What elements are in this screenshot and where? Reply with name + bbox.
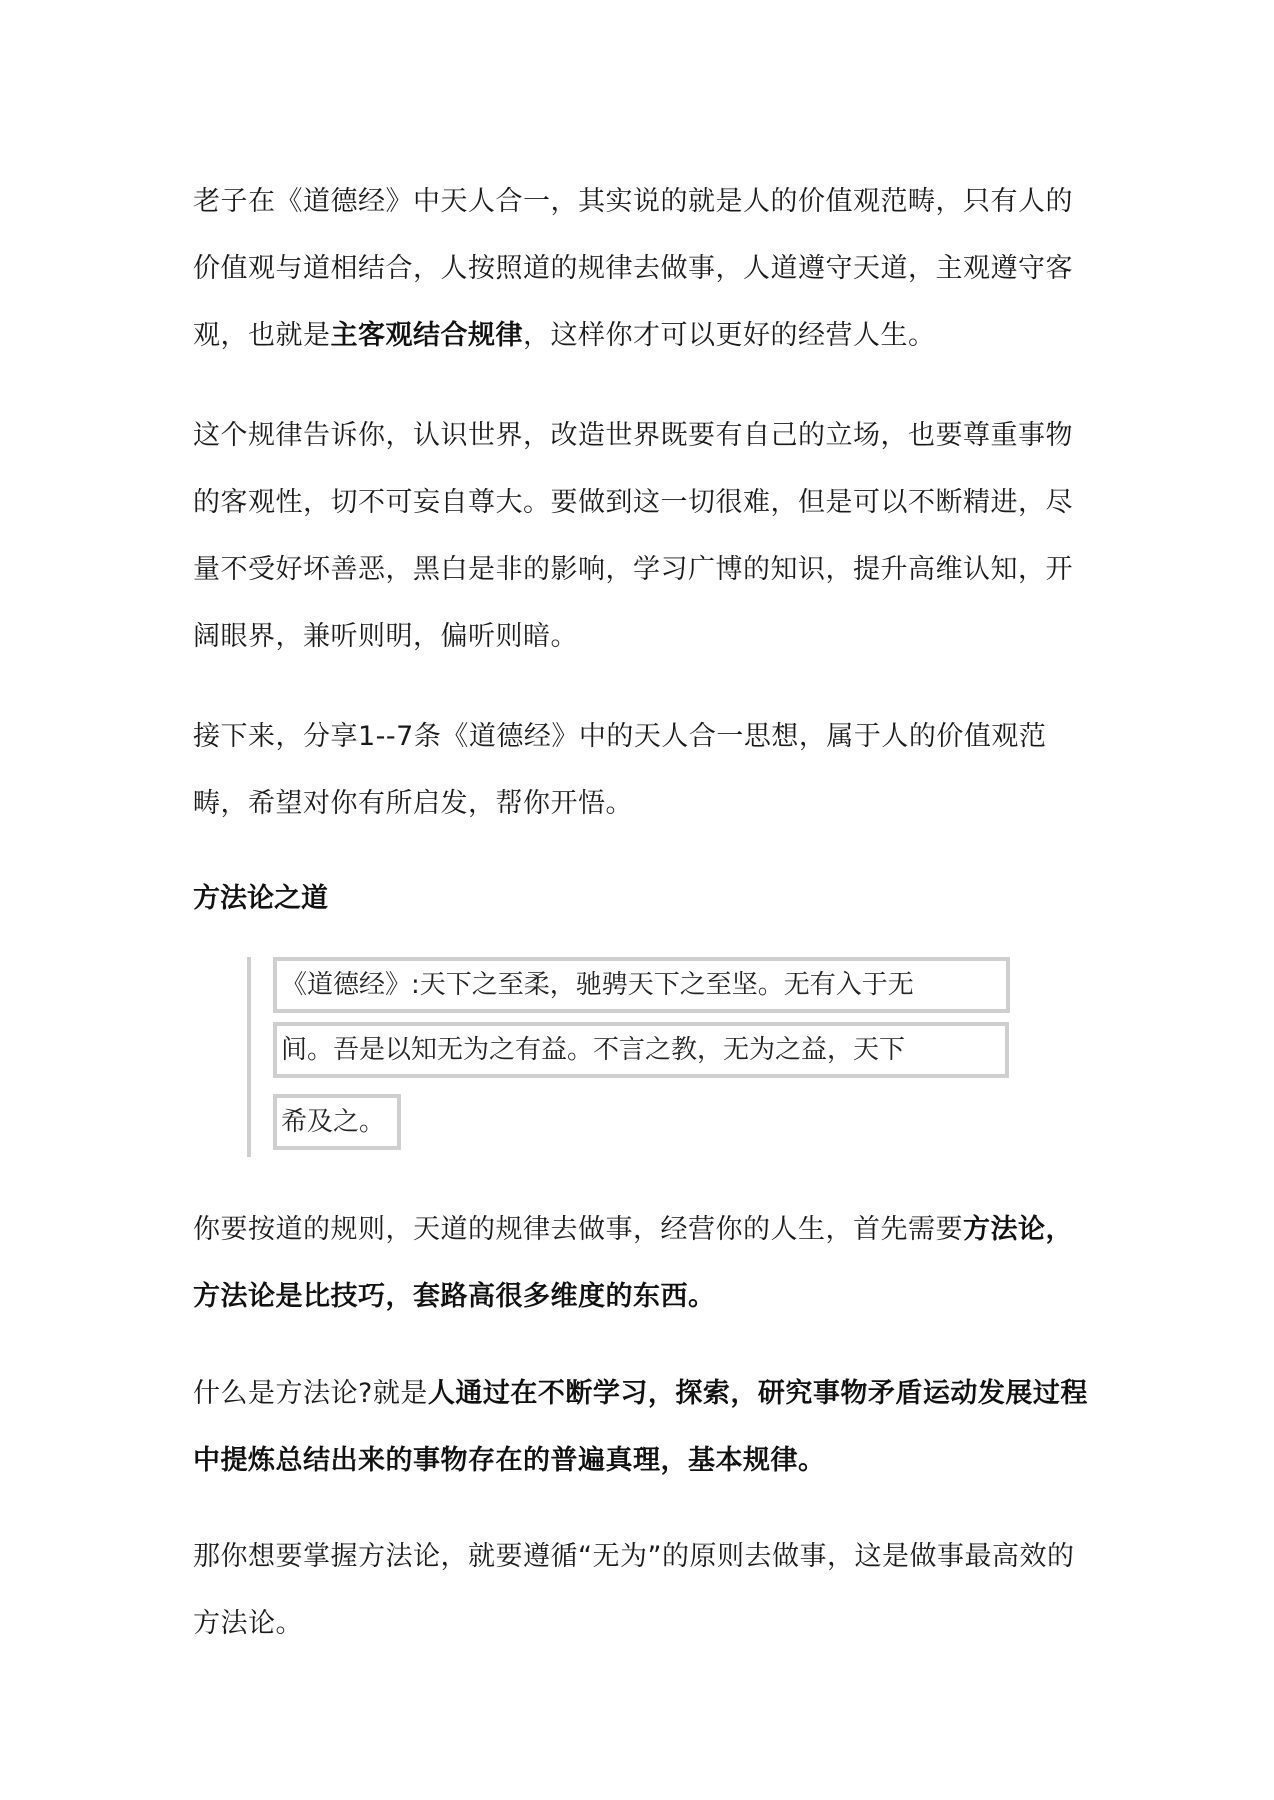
paragraph-wuwei: 那你想要掌握方法论，就要遵循“无为”的原则去做事，这是做事最高效的方法论。 [193, 1541, 1075, 1639]
quote-line-2: 间。吾是以知无为之有益。不言之教，无为之益，天下 [273, 1022, 1009, 1078]
paragraph-text: 老子在《道德经》中天人合一，其实说的就是人的价值观范畴，只有人的价值观与道相结合，人按照道的规律去做事，人道遵守天道，主观遵守客观，也就是 [193, 186, 1073, 351]
quote-line-3: 希及之。 [273, 1094, 401, 1150]
paragraph-text: 你要按道的规则，天道的规律去做事，经营你的人生，首先需要 [193, 1214, 963, 1245]
paragraph-intro [193, 168, 1093, 369]
section-heading: 方法论之道 [193, 883, 328, 914]
paragraph-methodology [193, 1196, 1093, 1330]
paragraph-definition [193, 1360, 1093, 1494]
bold-text: 人通过在不断学习，探索，研究事物矛盾运动发展过程中提炼总结出来的事物存在的普遍真理，基本规律。 [193, 1378, 1088, 1476]
paragraph-sharing: 接下来，分享1--7条《道德经》中的天人合一思想，属于人的价值观范畴，希望对你有所启发，帮你开悟。 [193, 721, 1047, 819]
quote-line-1: 《道德经》:天下之至柔，驰骋天下之至坚。无有入于无 [273, 957, 1010, 1013]
paragraph-text: ，这样你才可以更好的经营人生。 [523, 320, 936, 351]
paragraph-text: 什么是方法论?就是 [193, 1378, 428, 1409]
bold-text: 方法论，方法论是比技巧，套路高很多维度的东西。 [193, 1214, 1073, 1312]
bold-text: 主客观结合规律 [330, 320, 523, 351]
paragraph-rule: 这个规律告诉你，认识世界，改造世界既要有自己的立场，也要尊重事物的客观性，切不可妄自尊大。要做到这一切很难，但是可以不断精进，尽量不受好坏善恶，黑白是非的影响，学习广博的知识，提升高维认知，开阔眼界，兼听则明，偏听则暗。 [193, 420, 1073, 652]
quote-bar [247, 957, 251, 1157]
